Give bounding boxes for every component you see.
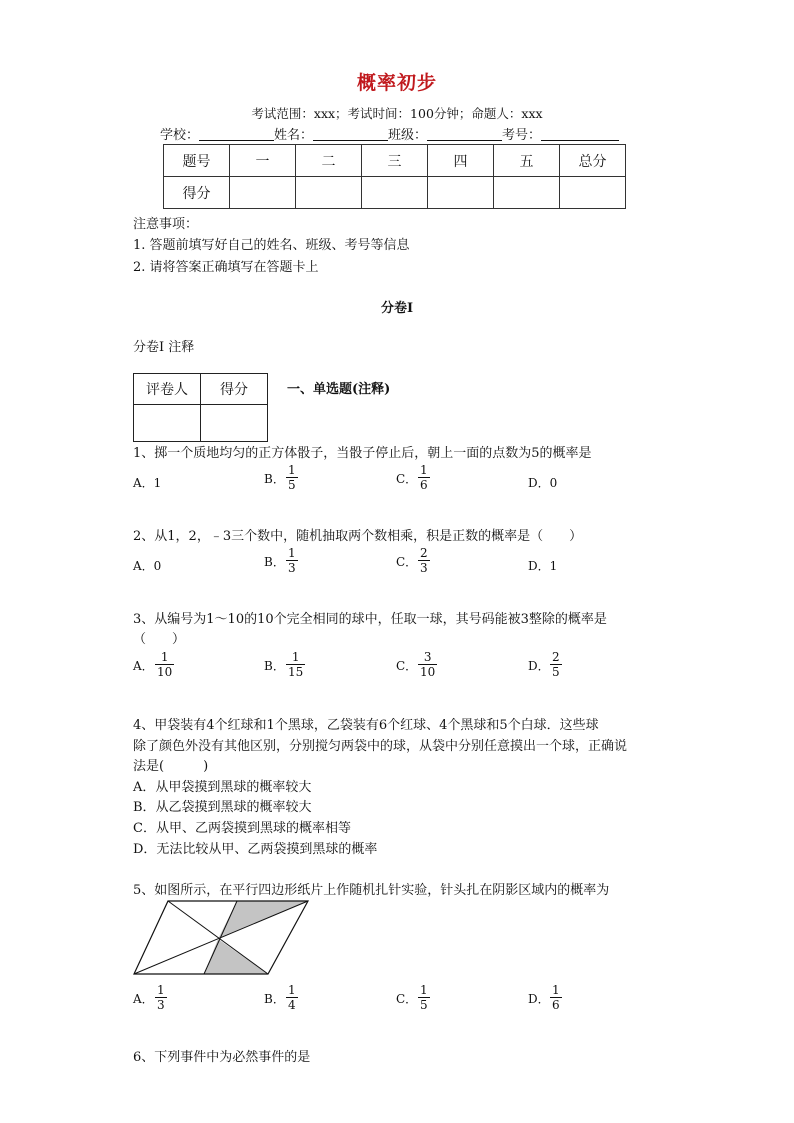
fraction-numerator: 2	[552, 650, 560, 664]
choice-item[interactable]: C．从甲、乙两袋摸到黑球的概率相等	[133, 821, 351, 836]
question-stem: 3、从编号为1～10的10个完全相同的球中，任取一球，其号码能被3整除的概率是	[133, 612, 607, 627]
fraction-numerator: 1	[552, 983, 560, 997]
score-input-cell[interactable]	[230, 177, 296, 209]
option-fraction	[155, 983, 167, 1012]
fraction-denominator: 10	[420, 665, 436, 679]
number-blank[interactable]	[541, 127, 619, 141]
fraction-numerator: 1	[160, 650, 169, 664]
name-label: 姓名：	[274, 128, 314, 143]
option-fraction	[286, 983, 298, 1012]
score-row-label: 得分	[164, 177, 230, 209]
option-label[interactable]: C．	[396, 555, 418, 569]
score-input-cell[interactable]	[428, 177, 494, 209]
fraction-denominator: 15	[288, 665, 304, 679]
question-stem: 2、从1，2，﹣3三个数中，随机抽取两个数相乘，积是正数的概率是（ ）	[133, 529, 583, 544]
question-stem-line: 法是( )	[133, 759, 209, 774]
class-blank[interactable]	[427, 127, 502, 141]
fraction-numerator: 2	[420, 546, 428, 560]
number-label: 考号：	[502, 128, 542, 143]
option-fraction	[550, 650, 562, 679]
question-stem-line: 4、甲袋装有4个红球和1个黑球，乙袋装有6个红球、4个黑球和5个白球．这些球	[133, 718, 599, 733]
notice-item: 2. 请将答案正确填写在答题卡上	[133, 260, 319, 275]
option-fraction	[418, 546, 430, 575]
grader-header-cell: 评卷人	[134, 374, 201, 405]
option-label[interactable]: B．	[264, 555, 285, 569]
fraction-denominator: 5	[288, 478, 296, 492]
option-label[interactable]: A．	[133, 992, 154, 1006]
score-table-cell: 五	[494, 145, 560, 177]
notice-heading: 注意事项：	[133, 217, 199, 232]
option-fraction	[550, 983, 562, 1012]
option-label[interactable]: C．	[396, 992, 418, 1006]
grader-input-cell[interactable]	[201, 405, 268, 442]
fraction-denominator: 10	[157, 665, 173, 679]
question-stem-continued: （ ）	[133, 632, 186, 647]
option-fraction	[286, 650, 305, 679]
part-title: 一、单选题(注释)	[287, 382, 391, 397]
option-label[interactable]: B．	[264, 472, 285, 486]
fraction-denominator: 4	[288, 998, 296, 1012]
fraction-numerator: 3	[423, 650, 432, 664]
score-table-cell: 二	[296, 145, 362, 177]
name-blank[interactable]	[313, 127, 388, 141]
option-fraction	[418, 463, 430, 492]
score-table-score-row	[164, 177, 626, 209]
fraction-numerator: 1	[291, 650, 300, 664]
option-label[interactable]: C．	[396, 472, 418, 486]
school-label: 学校：	[160, 128, 200, 143]
option-label[interactable]: A．1	[133, 476, 162, 490]
section-note: 分卷I 注释	[133, 340, 195, 355]
question-stem-line: 除了颜色外没有其他区别，分别搅匀两袋中的球，从袋中分别任意摸出一个球，正确说	[133, 739, 628, 754]
option-label[interactable]: B．	[264, 659, 285, 673]
fraction-numerator: 1	[288, 983, 296, 997]
option-label[interactable]: C．	[396, 659, 418, 673]
shaded-triangle-bottom	[204, 939, 268, 974]
option-label[interactable]: D．0	[528, 476, 558, 490]
option-fraction	[418, 983, 430, 1012]
fraction-denominator: 5	[552, 665, 560, 679]
fraction-denominator: 6	[552, 998, 560, 1012]
fraction-denominator: 3	[288, 561, 296, 575]
score-input-cell[interactable]	[494, 177, 560, 209]
score-table-cell: 一	[230, 145, 296, 177]
fraction-numerator: 1	[420, 463, 428, 477]
option-label[interactable]: A．0	[133, 559, 162, 573]
score-input-cell[interactable]	[296, 177, 362, 209]
option-label[interactable]: D．1	[528, 559, 558, 573]
choice-item[interactable]: D．无法比较从甲、乙两袋摸到黑球的概率	[133, 842, 378, 857]
grader-header-cell: 得分	[201, 374, 268, 405]
score-table-cell: 总分	[560, 145, 626, 177]
fraction-numerator: 1	[288, 546, 296, 560]
choice-item[interactable]: A．从甲袋摸到黑球的概率较大	[133, 780, 312, 795]
question-stem: 5、如图所示，在平行四边形纸片上作随机扎针实验，针头扎在阴影区域内的概率为	[133, 883, 610, 898]
question-stem: 1、掷一个质地均匀的正方体骰子，当骰子停止后，朝上一面的点数为5的概率是	[133, 446, 592, 461]
student-info-line	[160, 124, 619, 143]
score-table-header-row	[164, 145, 626, 177]
score-table-cell: 三	[362, 145, 428, 177]
option-fraction	[286, 463, 298, 492]
section-title: 分卷I	[380, 301, 414, 316]
class-label: 班级：	[388, 128, 428, 143]
fraction-denominator: 6	[420, 478, 428, 492]
fraction-denominator: 3	[420, 561, 428, 575]
notice-item: 1. 答题前填写好自己的姓名、班级、考号等信息	[133, 238, 410, 253]
choice-item[interactable]: B．从乙袋摸到黑球的概率较大	[133, 800, 312, 815]
score-table	[163, 144, 626, 209]
option-label[interactable]: A．	[133, 659, 154, 673]
option-fraction	[155, 650, 174, 679]
option-label[interactable]: D．	[528, 992, 550, 1006]
fraction-denominator: 5	[420, 998, 428, 1012]
parallelogram-figure	[130, 898, 312, 978]
score-table-cell: 四	[428, 145, 494, 177]
score-input-cell[interactable]	[560, 177, 626, 209]
option-label[interactable]: B．	[264, 992, 285, 1006]
exam-meta: 考试范围：xxx；考试时间：100分钟；命题人：xxx	[251, 106, 543, 121]
grader-input-cell[interactable]	[134, 405, 201, 442]
score-table-cell: 题号	[164, 145, 230, 177]
score-input-cell[interactable]	[362, 177, 428, 209]
grader-table	[133, 373, 268, 442]
fraction-denominator: 3	[157, 998, 165, 1012]
option-fraction	[286, 546, 298, 575]
fraction-numerator: 1	[288, 463, 296, 477]
fraction-numerator: 1	[157, 983, 165, 997]
document-title: 概率初步	[356, 72, 437, 94]
option-fraction	[418, 650, 437, 679]
school-blank[interactable]	[199, 127, 274, 141]
question-stem: 6、下列事件中为必然事件的是	[133, 1050, 311, 1065]
fraction-numerator: 1	[420, 983, 428, 997]
option-label[interactable]: D．	[528, 659, 550, 673]
